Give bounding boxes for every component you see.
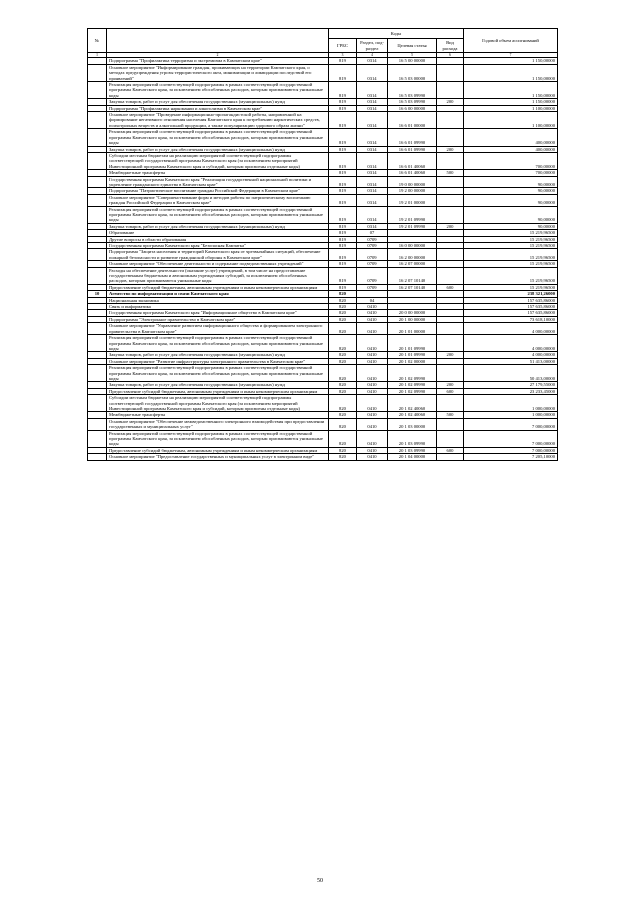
row-number bbox=[88, 194, 107, 206]
row-grbs: 820 bbox=[329, 412, 357, 418]
row-grbs: 819 bbox=[329, 261, 357, 267]
table-row bbox=[88, 430, 558, 447]
row-razdel: 0314 bbox=[357, 170, 388, 176]
codes-header: Коды bbox=[329, 29, 464, 39]
row-name: Межбюджетные трансферты bbox=[107, 412, 329, 418]
table-row bbox=[88, 112, 558, 129]
row-grbs: 820 bbox=[329, 352, 357, 358]
row-name: Реализация мероприятий соответствующей подпрограммы в рамках соответствующей государственной программы Камчатского края, за исключением обособленных расходов, которым присваиваются уникальные коды bbox=[107, 129, 329, 146]
row-csr: 16 2 07 10140 bbox=[388, 267, 437, 284]
table-row bbox=[88, 365, 558, 382]
row-name: Предоставление субсидий бюджетным, автономным учреждениям и иным некоммерческим организациям bbox=[107, 388, 329, 394]
row-csr: 20 1 01 00000 bbox=[388, 323, 437, 335]
row-amount: 7 205,10000 bbox=[464, 454, 558, 460]
row-csr: 20 1 02 00000 bbox=[388, 358, 437, 364]
col-index: 1 bbox=[88, 53, 107, 58]
row-name: Закупка товаров, работ и услуг для обеспечения государственных (муниципальных) нужд bbox=[107, 146, 329, 152]
row-razdel: 0314 bbox=[357, 129, 388, 146]
row-number bbox=[88, 176, 107, 188]
row-grbs: 820 bbox=[329, 430, 357, 447]
table-header bbox=[88, 29, 558, 58]
row-vr bbox=[437, 129, 464, 146]
row-name: Основное мероприятие "Обеспечение межведомственного электронного взаимодействия при предоставлении государственных и муниципальных услуг" bbox=[107, 418, 329, 430]
row-grbs: 819 bbox=[329, 230, 357, 236]
row-csr: 16 6 00 00000 bbox=[388, 105, 437, 111]
row-name: Предоставление субсидий бюджетным, автономным учреждениям и иным некоммерческим организациям bbox=[107, 447, 329, 453]
row-amount: 1 150,00000 bbox=[464, 82, 558, 99]
row-name: Подпрограмма "Электронное правительство в Камчатском крае" bbox=[107, 316, 329, 322]
row-vr: 200 bbox=[437, 99, 464, 105]
row-grbs: 819 bbox=[329, 223, 357, 229]
row-vr bbox=[437, 454, 464, 460]
row-amount: 400,00000 bbox=[464, 146, 558, 152]
row-name: Подпрограмма "Защита населения и территорий Камчатского края от чрезвычайных ситуаций, обеспечение пожарной безопасности и развитие гражданской обороны в Камчатском крае" bbox=[107, 249, 329, 261]
col-grbs-header: ГРБС bbox=[329, 39, 357, 53]
row-csr: 20 1 01 09990 bbox=[388, 352, 437, 358]
row-amount: 15 219,96500 bbox=[464, 243, 558, 249]
row-number bbox=[88, 395, 107, 412]
row-amount: 15 219,96500 bbox=[464, 249, 558, 261]
row-razdel: 0410 bbox=[357, 388, 388, 394]
row-amount: 50 413,00000 bbox=[464, 365, 558, 382]
row-vr: 200 bbox=[437, 352, 464, 358]
row-grbs: 819 bbox=[329, 267, 357, 284]
row-amount: 4 000,00000 bbox=[464, 352, 558, 358]
row-razdel: 0410 bbox=[357, 430, 388, 447]
row-grbs: 820 bbox=[329, 297, 357, 303]
row-amount: 7 000,00000 bbox=[464, 418, 558, 430]
row-grbs: 819 bbox=[329, 176, 357, 188]
row-amount: 15 219,96500 bbox=[464, 230, 558, 236]
row-number bbox=[88, 64, 107, 81]
row-amount: 90,00000 bbox=[464, 223, 558, 229]
row-razdel: 0410 bbox=[357, 316, 388, 322]
row-grbs: 819 bbox=[329, 188, 357, 194]
row-amount: 1 150,00000 bbox=[464, 58, 558, 64]
row-amount: 73 618,10000 bbox=[464, 316, 558, 322]
row-razdel: 0410 bbox=[357, 358, 388, 364]
row-number bbox=[88, 112, 107, 129]
table-row bbox=[88, 418, 558, 430]
row-name: Подпрограмма "Патриотическое воспитание граждан Российской Федерации в Камчатском крае" bbox=[107, 188, 329, 194]
row-razdel: 0709 bbox=[357, 267, 388, 284]
row-csr: 20 0 00 00000 bbox=[388, 310, 437, 316]
row-number bbox=[88, 365, 107, 382]
row-grbs: 819 bbox=[329, 99, 357, 105]
table-row bbox=[88, 176, 558, 188]
row-amount: 23 233,45000 bbox=[464, 388, 558, 394]
row-razdel: 0410 bbox=[357, 310, 388, 316]
row-grbs: 820 bbox=[329, 454, 357, 460]
row-name: Государственная программа Камчатского края "Реализация государственной национальной политики и укрепление гражданского единства в Камчатском крае" bbox=[107, 176, 329, 188]
col-index: 2 bbox=[107, 53, 329, 58]
row-amount: 238 321,26000 bbox=[464, 291, 558, 297]
row-vr: 600 bbox=[437, 388, 464, 394]
row-csr: 20 1 00 00000 bbox=[388, 316, 437, 322]
row-razdel: 0410 bbox=[357, 412, 388, 418]
row-razdel: 0709 bbox=[357, 261, 388, 267]
row-grbs: 820 bbox=[329, 382, 357, 388]
row-amount: 1 000,00000 bbox=[464, 412, 558, 418]
row-name: Основное мероприятие "Предоставление государственных и муниципальных услуг в электронном виде" bbox=[107, 454, 329, 460]
row-name: Реализация мероприятий соответствующей подпрограммы в рамках соответствующей государственной программы Камчатского края, за исключением обособленных расходов, которым присваиваются уникальные коды bbox=[107, 206, 329, 223]
table-row bbox=[88, 454, 558, 460]
row-amount: 157 635,86000 bbox=[464, 297, 558, 303]
row-vr bbox=[437, 176, 464, 188]
row-csr: 20 1 03 00000 bbox=[388, 418, 437, 430]
col-index: 6 bbox=[437, 53, 464, 58]
row-name: Субсидии местным бюджетам на реализацию мероприятий соответствующей подпрограммы соответствующей государственной программы Камчатского края (за исключением мероприятий Инвестиционной программы Камчатского края и субсидий, которым присвоены отдельные коды) bbox=[107, 152, 329, 169]
row-csr: 20 1 02 40060 bbox=[388, 395, 437, 412]
row-number bbox=[88, 323, 107, 335]
row-razdel: 07 bbox=[357, 230, 388, 236]
row-csr: 19 2 01 09990 bbox=[388, 206, 437, 223]
row-grbs: 819 bbox=[329, 105, 357, 111]
row-razdel: 0314 bbox=[357, 64, 388, 81]
row-razdel: 0314 bbox=[357, 112, 388, 129]
row-name: Подпрограмма "Профилактика терроризма и экстремизма в Камчатском крае" bbox=[107, 58, 329, 64]
row-csr: 16 6 01 40060 bbox=[388, 170, 437, 176]
row-csr: 16 5 03 09990 bbox=[388, 82, 437, 99]
row-grbs: 819 bbox=[329, 249, 357, 261]
row-grbs: 819 bbox=[329, 206, 357, 223]
page-number: 50 bbox=[317, 878, 323, 884]
row-vr bbox=[437, 206, 464, 223]
table-row bbox=[88, 129, 558, 146]
row-vr: 500 bbox=[437, 412, 464, 418]
row-amount: 27 179,55000 bbox=[464, 382, 558, 388]
row-csr: 20 1 04 00000 bbox=[388, 454, 437, 460]
row-grbs: 820 bbox=[329, 304, 357, 310]
row-csr: 20 1 02 09990 bbox=[388, 388, 437, 394]
row-vr bbox=[437, 335, 464, 352]
row-grbs: 819 bbox=[329, 170, 357, 176]
row-name: Другие вопросы в области образования bbox=[107, 236, 329, 242]
row-grbs: 819 bbox=[329, 58, 357, 64]
table-row bbox=[88, 395, 558, 412]
row-razdel: 0410 bbox=[357, 382, 388, 388]
row-name: Основное мероприятие "Развитие инфраструктуры электронного правительства в Камчатском крае" bbox=[107, 358, 329, 364]
row-vr bbox=[437, 323, 464, 335]
row-grbs: 820 bbox=[329, 335, 357, 352]
row-grbs: 819 bbox=[329, 284, 357, 290]
row-csr: 16 5 03 09990 bbox=[388, 99, 437, 105]
row-amount: 700,00000 bbox=[464, 170, 558, 176]
row-csr: 20 1 03 09990 bbox=[388, 430, 437, 447]
row-name: Реализация мероприятий соответствующей подпрограммы в рамках соответствующей государственной программы Камчатского края, за исключением обособленных расходов, которым присваиваются уникальные коды bbox=[107, 82, 329, 99]
row-vr bbox=[437, 267, 464, 284]
row-number bbox=[88, 267, 107, 284]
table-row bbox=[88, 206, 558, 223]
row-razdel: 0709 bbox=[357, 284, 388, 290]
row-grbs: 820 bbox=[329, 310, 357, 316]
row-number: 10 bbox=[88, 291, 107, 297]
row-vr bbox=[437, 64, 464, 81]
row-name: Подпрограмма "Профилактика наркомании и алкоголизма в Камчатском крае" bbox=[107, 105, 329, 111]
row-amount: 157 635,86000 bbox=[464, 304, 558, 310]
row-razdel: 0314 bbox=[357, 146, 388, 152]
row-name: Реализация мероприятий соответствующей подпрограммы в рамках соответствующей государственной программы Камчатского края, за исключением обособленных расходов, которым присваиваются уникальные коды bbox=[107, 430, 329, 447]
row-vr bbox=[437, 365, 464, 382]
row-csr: 16 2 00 00000 bbox=[388, 249, 437, 261]
row-amount: 90,00000 bbox=[464, 176, 558, 188]
row-vr: 200 bbox=[437, 382, 464, 388]
row-razdel: 0314 bbox=[357, 176, 388, 188]
row-razdel: 0709 bbox=[357, 236, 388, 242]
row-grbs: 820 bbox=[329, 358, 357, 364]
row-number bbox=[88, 129, 107, 146]
row-csr: 20 1 01 09990 bbox=[388, 335, 437, 352]
row-grbs: 819 bbox=[329, 129, 357, 146]
row-razdel: 0410 bbox=[357, 395, 388, 412]
row-grbs: 820 bbox=[329, 395, 357, 412]
row-csr: 19 2 01 00000 bbox=[388, 194, 437, 206]
col-vr-header: Вид расхода bbox=[437, 39, 464, 53]
row-grbs: 819 bbox=[329, 146, 357, 152]
col-razdel-header: Раздел, под-раздел bbox=[357, 39, 388, 53]
row-razdel: 04 bbox=[357, 297, 388, 303]
row-razdel: 0314 bbox=[357, 99, 388, 105]
row-grbs: 820 bbox=[329, 418, 357, 430]
row-razdel: 0314 bbox=[357, 82, 388, 99]
row-amount: 1 150,00000 bbox=[464, 64, 558, 81]
row-grbs: 820 bbox=[329, 388, 357, 394]
row-name: Связь и информатика bbox=[107, 304, 329, 310]
row-vr bbox=[437, 112, 464, 129]
row-number bbox=[88, 206, 107, 223]
row-name: Основное мероприятие "Информирование граждан, проживающих на территории Камчатского края, о методах предупреждения угрозы террористического акта, минимизации и ликвидации последствий его проявлений" bbox=[107, 64, 329, 81]
row-grbs: 819 bbox=[329, 236, 357, 242]
row-amount: 7 000,00000 bbox=[464, 430, 558, 447]
row-amount: 15 219,96500 bbox=[464, 267, 558, 284]
row-csr: 16 0 00 00000 bbox=[388, 243, 437, 249]
row-amount: 51 413,00000 bbox=[464, 358, 558, 364]
row-razdel: 0314 bbox=[357, 188, 388, 194]
row-csr: 16 5 03 00000 bbox=[388, 64, 437, 81]
row-number bbox=[88, 430, 107, 447]
budget-sheet bbox=[87, 28, 557, 461]
row-razdel: 0709 bbox=[357, 249, 388, 261]
row-grbs: 820 bbox=[329, 316, 357, 322]
row-grbs: 819 bbox=[329, 194, 357, 206]
row-name: Государственная программа Камчатского края "Информационное общество в Камчатском крае" bbox=[107, 310, 329, 316]
row-razdel: 0410 bbox=[357, 352, 388, 358]
col-index: 3 bbox=[329, 53, 357, 58]
table-row bbox=[88, 82, 558, 99]
row-amount: 1 100,00000 bbox=[464, 112, 558, 129]
row-amount: 157 635,86000 bbox=[464, 310, 558, 316]
budget-table bbox=[87, 28, 558, 461]
row-vr: 500 bbox=[437, 170, 464, 176]
row-name: Образование bbox=[107, 230, 329, 236]
row-name: Основное мероприятие "Проведение информационно-пропагандистской работы, направленной на формирование негативного отношения населения Камчатского края к потреблению наркотических средств, психотропных веществ и алкогольной продукции, а также популяризацию здорового образа жизни" bbox=[107, 112, 329, 129]
row-grbs: 819 bbox=[329, 243, 357, 249]
row-csr: 20 1 02 09990 bbox=[388, 382, 437, 388]
row-csr: 20 1 02 09990 bbox=[388, 365, 437, 382]
row-csr: 16 6 01 09990 bbox=[388, 129, 437, 146]
row-amount: 90,00000 bbox=[464, 206, 558, 223]
row-number bbox=[88, 249, 107, 261]
row-name: Основное мероприятие "Обеспечение деятельности и содержание подведомственных учреждений" bbox=[107, 261, 329, 267]
row-grbs: 819 bbox=[329, 152, 357, 169]
row-amount: 1 100,00000 bbox=[464, 105, 558, 111]
row-razdel: 0314 bbox=[357, 206, 388, 223]
row-razdel: 0314 bbox=[357, 194, 388, 206]
row-razdel: 0410 bbox=[357, 304, 388, 310]
row-amount: 90,00000 bbox=[464, 194, 558, 206]
table-row bbox=[88, 335, 558, 352]
row-name: Реализация мероприятий соответствующей подпрограммы в рамках соответствующей государственной программы Камчатского края, за исключением обособленных расходов, которым присваиваются уникальные коды bbox=[107, 335, 329, 352]
row-name: Закупка товаров, работ и услуг для обеспечения государственных (муниципальных) нужд bbox=[107, 99, 329, 105]
row-razdel: 0410 bbox=[357, 447, 388, 453]
row-vr bbox=[437, 395, 464, 412]
row-number bbox=[88, 418, 107, 430]
row-vr bbox=[437, 418, 464, 430]
row-csr: 19 0 00 00000 bbox=[388, 176, 437, 188]
row-number bbox=[88, 454, 107, 460]
row-grbs: 820 bbox=[329, 365, 357, 382]
row-grbs: 819 bbox=[329, 82, 357, 99]
row-razdel: 0314 bbox=[357, 223, 388, 229]
row-amount: 4 000,00000 bbox=[464, 335, 558, 352]
row-amount: 15 219,96500 bbox=[464, 261, 558, 267]
row-amount: 15 219,96500 bbox=[464, 236, 558, 242]
col-index: 4 bbox=[357, 53, 388, 58]
row-name: Основное мероприятие "Совершенствование форм и методов работы по патриотическому воспитанию граждан Российской Федерации в Камчатском крае" bbox=[107, 194, 329, 206]
row-name: Предоставление субсидий бюджетным, автономным учреждениям и иным некоммерческим организациям bbox=[107, 284, 329, 290]
row-amount: 700,00000 bbox=[464, 152, 558, 169]
row-razdel: 0410 bbox=[357, 323, 388, 335]
row-csr: 16 6 01 09990 bbox=[388, 146, 437, 152]
col-csr-header: Целевая статья bbox=[388, 39, 437, 53]
row-amount: 90,00000 bbox=[464, 188, 558, 194]
row-number bbox=[88, 82, 107, 99]
row-vr: 600 bbox=[437, 284, 464, 290]
row-amount: 4 000,00000 bbox=[464, 323, 558, 335]
row-razdel: 0314 bbox=[357, 58, 388, 64]
row-name: Закупка товаров, работ и услуг для обеспечения государственных (муниципальных) нужд bbox=[107, 352, 329, 358]
row-name: Основное мероприятие "Управление развитием информационного общества и формированием электронного правительства в Камчатском крае" bbox=[107, 323, 329, 335]
row-razdel: 0410 bbox=[357, 418, 388, 430]
col-amount-header: Годовой объем ассигнований bbox=[464, 29, 558, 53]
row-number bbox=[88, 152, 107, 169]
row-vr bbox=[437, 194, 464, 206]
row-name: Закупка товаров, работ и услуг для обеспечения государственных (муниципальных) нужд bbox=[107, 223, 329, 229]
row-csr: 20 1 02 40060 bbox=[388, 412, 437, 418]
row-amount: 15 219,96500 bbox=[464, 284, 558, 290]
row-csr: 16 5 00 00000 bbox=[388, 58, 437, 64]
table-row bbox=[88, 152, 558, 169]
row-name: Закупка товаров, работ и услуг для обеспечения государственных (муниципальных) нужд bbox=[107, 382, 329, 388]
row-name: Расходы на обеспечение деятельности (оказание услуг) учреждений, в том числе на предоставление государственным бюджетным и автономным учреждениям субсидий, за исключением обособленных расходов, которым присваиваются уникальные коды bbox=[107, 267, 329, 284]
row-vr: 200 bbox=[437, 146, 464, 152]
row-name: Национальная экономика bbox=[107, 297, 329, 303]
table-row bbox=[88, 64, 558, 81]
row-vr bbox=[437, 249, 464, 261]
row-csr: 16 2 07 00000 bbox=[388, 261, 437, 267]
col-name-header bbox=[107, 29, 329, 53]
row-razdel: 0314 bbox=[357, 105, 388, 111]
row-grbs: 820 bbox=[329, 323, 357, 335]
col-number-header: № bbox=[88, 29, 107, 53]
row-razdel: 0410 bbox=[357, 454, 388, 460]
row-name: Агентство по информатизации и связи Камчатского края bbox=[107, 291, 329, 297]
row-razdel: 0314 bbox=[357, 152, 388, 169]
table-row bbox=[88, 249, 558, 261]
table-body bbox=[88, 58, 558, 460]
row-vr bbox=[437, 82, 464, 99]
row-csr: 20 1 03 09990 bbox=[388, 447, 437, 453]
row-csr: 19 2 00 00000 bbox=[388, 188, 437, 194]
row-grbs: 819 bbox=[329, 112, 357, 129]
row-grbs: 819 bbox=[329, 64, 357, 81]
row-amount: 400,00000 bbox=[464, 129, 558, 146]
row-grbs: 820 bbox=[329, 447, 357, 453]
table-row bbox=[88, 194, 558, 206]
row-number bbox=[88, 335, 107, 352]
row-name: Реализация мероприятий соответствующей подпрограммы в рамках соответствующей государственной программы Камчатского края, за исключением обособленных расходов, которым присваиваются уникальные коды bbox=[107, 365, 329, 382]
row-amount: 1 000,00000 bbox=[464, 395, 558, 412]
row-csr: 16 2 07 10140 bbox=[388, 284, 437, 290]
row-vr: 200 bbox=[437, 223, 464, 229]
col-index: 5 bbox=[388, 53, 437, 58]
row-grbs: 820 bbox=[329, 291, 357, 297]
row-amount: 7 000,00000 bbox=[464, 447, 558, 453]
row-vr bbox=[437, 152, 464, 169]
row-name: Межбюджетные трансферты bbox=[107, 170, 329, 176]
row-name: Субсидии местным бюджетам на реализацию мероприятий соответствующей подпрограммы соответствующей государственной программы Камчатского края (за исключением мероприятий Инвестиционной программы Камчатского края и субсидий, которым присвоены отдельные коды) bbox=[107, 395, 329, 412]
row-razdel: 0410 bbox=[357, 365, 388, 382]
table-row bbox=[88, 267, 558, 284]
row-csr: 16 6 01 00000 bbox=[388, 112, 437, 129]
table-row bbox=[88, 323, 558, 335]
row-csr: 16 6 01 40060 bbox=[388, 152, 437, 169]
row-vr: 600 bbox=[437, 447, 464, 453]
row-razdel: 0709 bbox=[357, 243, 388, 249]
row-razdel: 0410 bbox=[357, 335, 388, 352]
row-csr: 19 2 01 09990 bbox=[388, 223, 437, 229]
col-index: 7 bbox=[464, 53, 558, 58]
row-amount: 1 150,00000 bbox=[464, 99, 558, 105]
row-name: Государственная программа Камчатского края "Безопасная Камчатка" bbox=[107, 243, 329, 249]
row-vr bbox=[437, 430, 464, 447]
